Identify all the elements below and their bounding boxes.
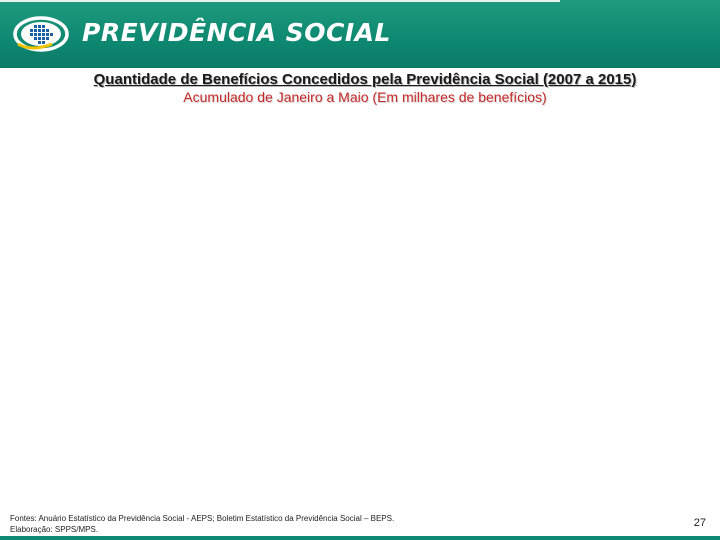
source-line-1: Fontes: Anuário Estatístico da Previdência Social - AEPS; Boletim Estatístico da Previdência Social – BEPS. bbox=[10, 514, 395, 523]
source-note bbox=[10, 513, 394, 535]
slide-subtitle: Acumulado de Janeiro a Maio (Em milhares de benefícios) bbox=[183, 89, 547, 105]
source-line-2: Elaboração: SPPS/MPS. bbox=[10, 525, 99, 534]
page-number: 27 bbox=[693, 517, 706, 529]
header-banner bbox=[0, 0, 720, 68]
brand-name: PREVIDÊNCIA SOCIAL bbox=[82, 18, 391, 47]
footer-bar bbox=[0, 536, 720, 540]
header-top-line bbox=[0, 0, 560, 2]
chart-area bbox=[0, 108, 720, 508]
previdencia-logo-icon bbox=[12, 14, 70, 54]
slide-title: Quantidade de Benefícios Concedidos pela Previdência Social (2007 a 2015) bbox=[93, 71, 637, 88]
